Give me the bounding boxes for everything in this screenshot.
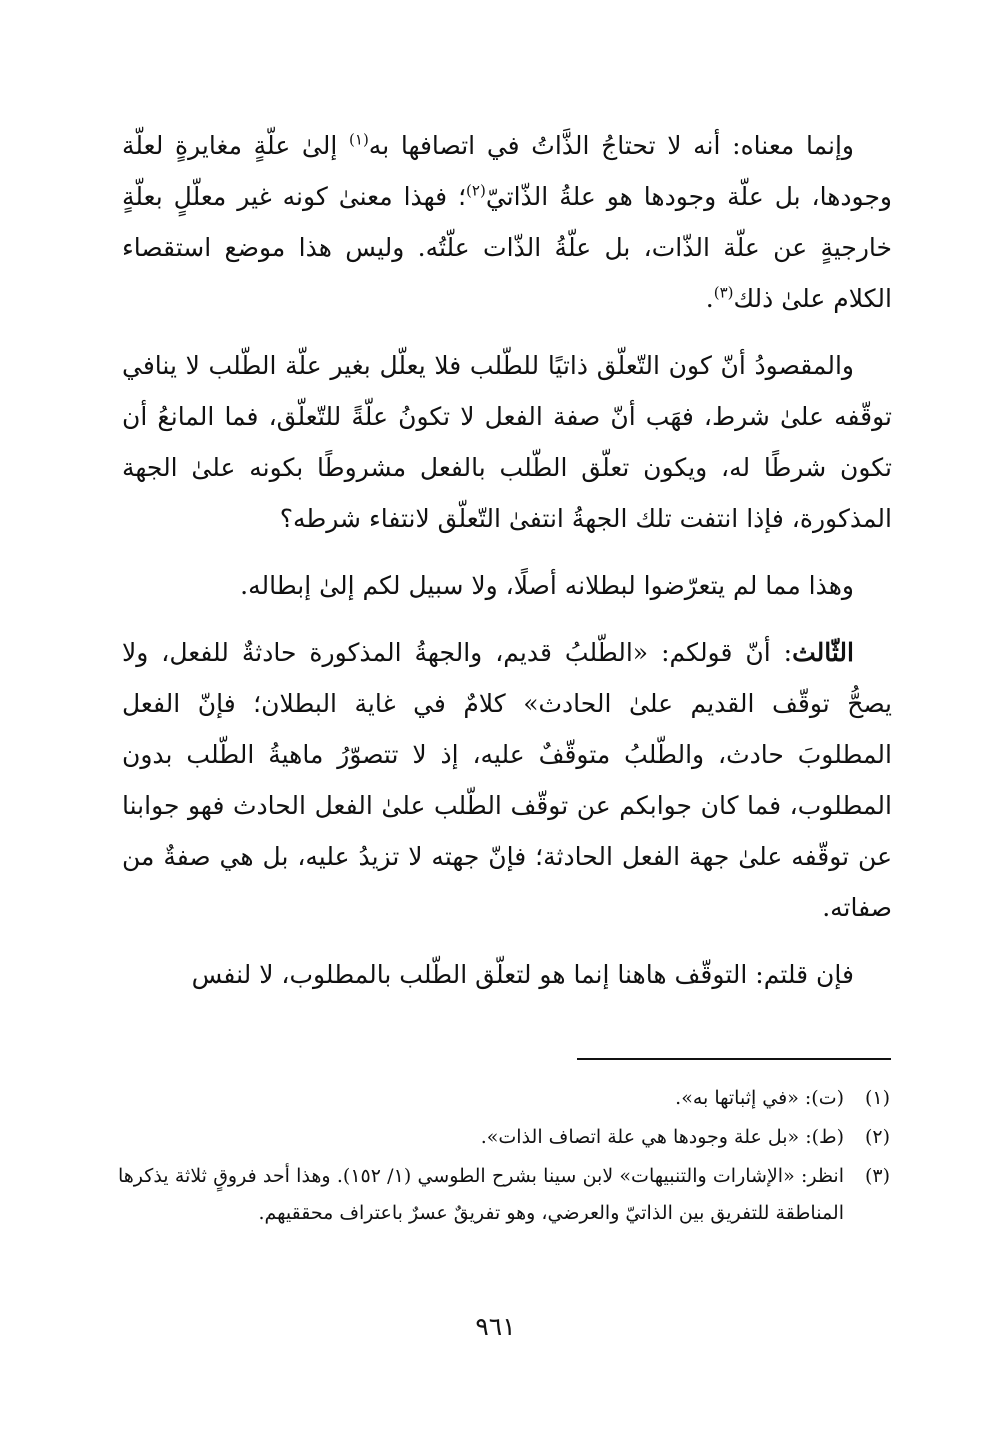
section-heading-word: الثّالث [792,638,854,667]
footnote-number: (١) [864,1087,890,1109]
page-number: ٩٦١ [475,1312,516,1341]
footnote-reference: (١) [349,130,369,149]
footnote-reference: (٣) [713,283,734,302]
footnote-reference: (٢) [466,181,486,200]
paragraph-text: فإن قلتم: التوقّف هاهنا إنما هو لتعلّق الطّلب بالمطلوب، لا لنفس [191,960,854,989]
paragraph [122,120,892,324]
footnote-text: انظر: «الإشارات والتنبيهات» لابن سينا بشرح الطوسي (١/ ١٥٢). وهذا أحد فروقٍ ثلاثة يذكرها المناطقة للتفريق بين الذاتيّ والعرضي، وهو تفريقٌ عسرٌ باعتراف محققيهم. [118,1165,844,1224]
main-text-body [122,120,892,1016]
paragraph [122,560,892,611]
footnote-text: (ت): «في إثباتها به». [675,1087,844,1109]
paragraph-text: والمقصودُ أنّ كون التّعلّق ذاتيًا للطّلب فلا يعلّل بغير علّة الطّلب لا ينافي توقّفه علىٰ شرط، فهَب أنّ صفة الفعل لا تكونُ علّةً للتّعلّق، فما المانعُ أن تكون شرطًا له، ويكون تعلّق الطّلب بالفعل مشروطًا بكونه علىٰ الجهة المذكورة، فإذا انتفت تلك الجهةُ انتفىٰ التّعلّق لانتفاء شرطه؟ [122,351,892,533]
paragraph-text: إلىٰ علّةٍ مغايرةٍ لعلّة وجودها، بل علّة وجودها هو علةُ الذّاتيّ [122,131,892,211]
paragraph-text: وإنما معناه: أنه لا تحتاجُ الذَّاتُ في اتصافها به [368,131,855,160]
footnote-separator [577,1058,891,1060]
footnote [118,1119,890,1156]
paragraph [122,340,892,544]
paragraph [122,627,892,933]
footnote-text: (ط): «بل علة وجودها هي علة اتصاف الذات». [480,1126,844,1148]
footnote-number: (٣) [864,1165,890,1187]
footnotes [118,1080,890,1234]
paragraph-text: ؛ فهذا معنىٰ كونه غير معلّلٍ بعلّةٍ خارجيةٍ عن علّة الذّات، بل علّةُ الذّات علّتُه. وليس هذا موضع استقصاء الكلام علىٰ ذلك [122,182,892,313]
paragraph-text: : أنّ قولكم: «الطّلبُ قديم، والجهةُ المذكورة حادثةٌ للفعل، ولا يصحُّ توقّف القديم علىٰ الحادث» كلامٌ في غاية البطلان؛ فإنّ الفعل المطلوبَ حادث، والطّلبُ متوقّفٌ عليه، إذ لا تتصوّرُ ماهيةُ الطّلب بدون المطلوب، فما كان جوابكم عن توقّف الطّلب علىٰ الفعل الحادث فهو جوابنا عن توقّفه علىٰ جهة الفعل الحادثة؛ فإنّ جهته لا تزيدُ عليه، بل هي صفةٌ من صفاته. [122,638,892,922]
paragraph [122,949,892,1000]
footnote [118,1158,890,1232]
footnote-number: (٢) [864,1126,890,1148]
paragraph-text: وهذا مما لم يتعرّضوا لبطلانه أصلًا، ولا سبيل لكم إلىٰ إبطاله. [240,571,854,600]
footnote [118,1080,890,1117]
paragraph-text: . [705,284,714,313]
